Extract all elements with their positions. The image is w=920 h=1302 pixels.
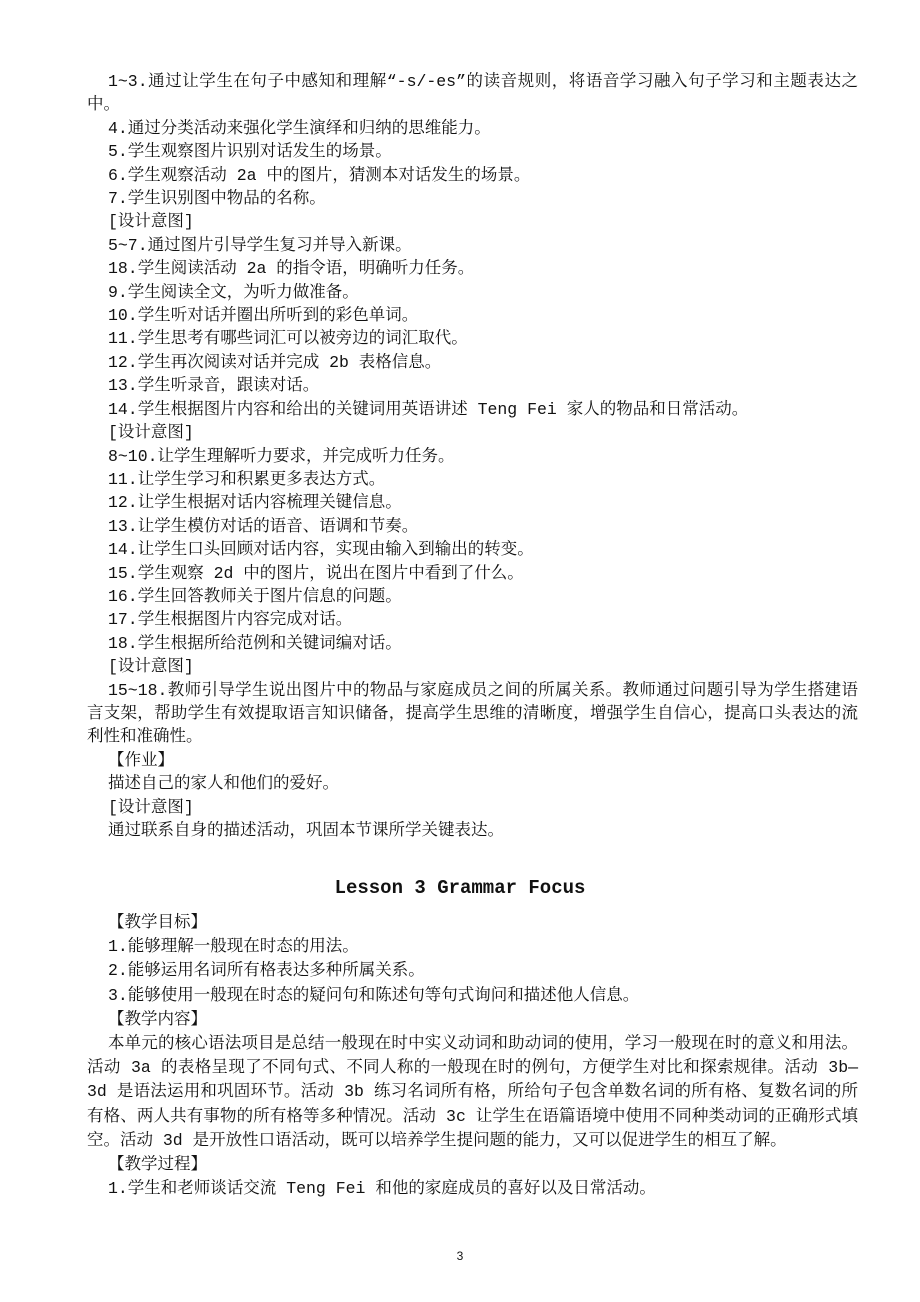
lesson-title: Lesson 3 Grammar Focus <box>334 877 586 899</box>
paragraph: 3.能够使用一般现在时态的疑问句和陈述句等句式询问和描述他人信息。 <box>108 985 640 1005</box>
paragraph: 5~7.通过图片引导学生复习并导入新课。 <box>108 235 412 255</box>
paragraph: 8~10.让学生理解听力要求，并完成听力任务。 <box>108 446 455 466</box>
paragraph: 描述自己的家人和他们的爱好。 <box>108 774 339 794</box>
paragraph: 12.让学生根据对话内容梳理关键信息。 <box>108 493 402 513</box>
paragraph: 1.学生和老师谈话交流 Teng Fei 和他的家庭成员的喜好以及日常活动。 <box>108 1179 656 1199</box>
paragraph: 1~3.通过让学生在句子中感知和理解“-s/-es”的读音规则，将语音学习融入句子学习和主题表达之中。 <box>87 72 858 115</box>
paragraph: 13.让学生模仿对话的语音、语调和节奏。 <box>108 516 419 536</box>
paragraph: 14.让学生口头回顾对话内容，实现由输入到输出的转变。 <box>108 540 534 560</box>
paragraph: 通过联系自身的描述活动，巩固本节课所学关键表达。 <box>108 821 504 840</box>
paragraph: 4.通过分类活动来强化学生演绎和归纳的思维能力。 <box>108 118 491 138</box>
paragraph: 11.学生思考有哪些词汇可以被旁边的词汇取代。 <box>108 329 468 349</box>
paragraph: 13.学生听录音，跟读对话。 <box>108 376 320 396</box>
paragraph: 6.学生观察活动 2a 中的图片，猜测本对话发生的场景。 <box>108 165 531 185</box>
paragraph: 15.学生观察 2d 中的图片，说出在图片中看到了什么。 <box>108 563 524 583</box>
paragraph: 14.学生根据图片内容和给出的关键词用英语讲述 Teng Fei 家人的物品和日常活动。 <box>108 399 749 419</box>
paragraph: 本单元的核心语法项目是总结一般现在时中实义动词和助动词的使用，学习一般现在时的意义和用法。活动 3a 的表格呈现了不同句式、不同人称的一般现在时的例句，方便学生对比和探索规律。活动 3b—3d 是语法运用和巩固环节。活动 3b 练习名词所有格，所给句子包含单数名词的所有格、复数名词的所有格、两人共有事物的所有格等多种情况。活动 3c 让学生在语篇语境中使用不同种类动词的正确形式填空。活动 3d 是开放性口语活动，既可以培养学生提问题的能力，又可以促进学生的相互了解。 <box>87 1034 858 1150</box>
paragraph: 11.让学生学习和积累更多表达方式。 <box>108 469 386 489</box>
paragraph: 18.学生阅读活动 2a 的指令语，明确听力任务。 <box>108 259 475 279</box>
paragraph: 【教学内容】 <box>108 1009 207 1029</box>
paragraph: 7.学生识别图中物品的名称。 <box>108 189 326 209</box>
paragraph: [设计意图] <box>108 212 194 232</box>
paragraph: 12.学生再次阅读对话并完成 2b 表格信息。 <box>108 352 442 372</box>
paragraph: 16.学生回答教师关于图片信息的问题。 <box>108 586 402 606</box>
page-number: 3 <box>456 1249 464 1263</box>
paragraph: [设计意图] <box>108 797 194 817</box>
paragraph: 【作业】 <box>108 750 174 770</box>
paragraph: 9.学生阅读全文，为听力做准备。 <box>108 282 359 302</box>
paragraph: [设计意图] <box>108 423 194 443</box>
paragraph: [设计意图] <box>108 657 194 677</box>
paragraph: 【教学过程】 <box>108 1155 207 1175</box>
paragraph: 15~18.教师引导学生说出图片中的物品与家庭成员之间的所属关系。教师通过问题引导为学生搭建语言支架，帮助学生有效提取语言知识储备，提高学生思维的清晰度，增强学生自信心，提高口头表达的流利性和准确性。 <box>87 680 858 747</box>
lesson3-section <box>87 911 858 1201</box>
paragraph: 2.能够运用名词所有格表达多种所属关系。 <box>108 961 425 981</box>
paragraph: 17.学生根据图片内容完成对话。 <box>108 610 353 630</box>
paragraph: 5.学生观察图片识别对话发生的场景。 <box>108 142 392 162</box>
paragraph: 1.能够理解一般现在时态的用法。 <box>108 937 359 957</box>
paragraph: 10.学生听对话并圈出所听到的彩色单词。 <box>108 306 419 326</box>
lesson2-section <box>87 70 858 842</box>
paragraph: 【教学目标】 <box>108 913 207 932</box>
paragraph: 18.学生根据所给范例和关键词编对话。 <box>108 633 402 653</box>
